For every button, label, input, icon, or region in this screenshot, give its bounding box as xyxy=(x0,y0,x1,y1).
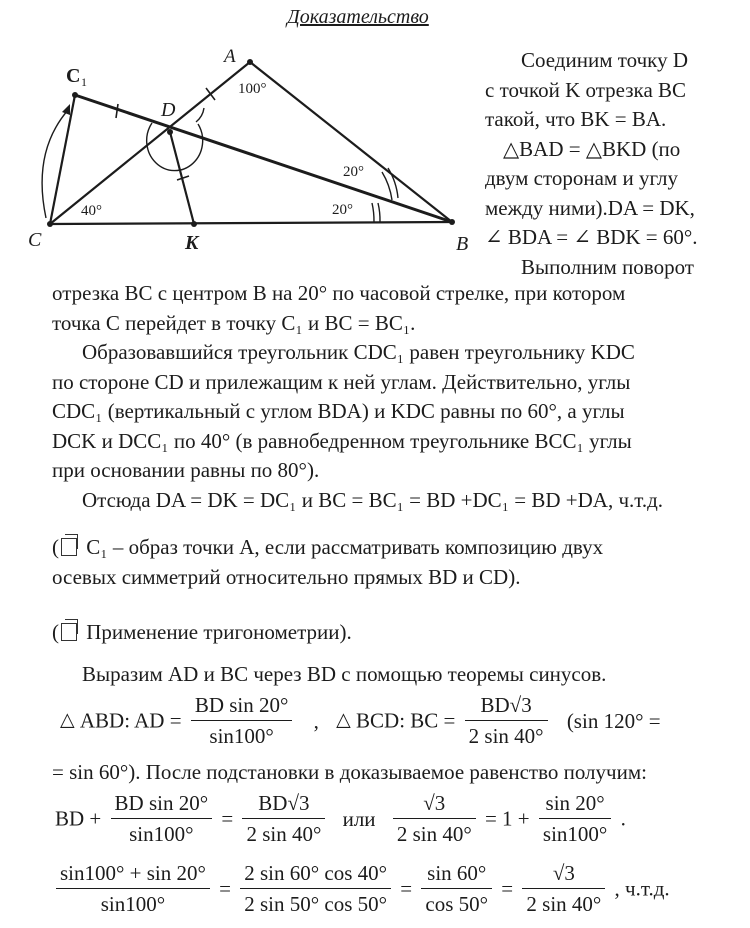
eq1-tail: (sin 120° = xyxy=(566,708,661,733)
point-D xyxy=(167,129,173,135)
eq1-sep: , xyxy=(313,708,319,733)
tick-DA xyxy=(206,88,215,100)
side-line-8: Выполним поворот xyxy=(521,254,694,279)
proof-line-8: Отсюда DA = DK = DC₁ и BC = BC₁ = BD +DC₁ = BD +DA, ч.т.д. xyxy=(82,487,664,512)
eq1-frac2 xyxy=(465,692,548,749)
eq3-eq1: = xyxy=(219,876,231,901)
proof-line-6: DCK и DCC₁ по 40° (в равнобедренном треугольнике BCC₁ углы xyxy=(52,428,632,453)
eq3-frac2 xyxy=(240,860,391,917)
side-line-6: между ними).DA = DK, xyxy=(485,195,695,220)
note2-text: Применение тригонометрии). xyxy=(86,620,352,644)
label-C1-subscript: 1 xyxy=(81,75,87,89)
note2-line xyxy=(52,618,732,648)
proof-line-2: точка C перейдет в точку C₁ и BC = BC₁. xyxy=(52,310,416,335)
point-C1 xyxy=(72,92,78,98)
eq3-frac1 xyxy=(56,860,210,917)
eq3-den4: 2 sin 40° xyxy=(526,892,602,916)
segment-CB xyxy=(50,222,452,224)
equation-2 xyxy=(55,790,626,847)
eq2-frac2 xyxy=(242,790,325,847)
label-B: B xyxy=(456,233,469,255)
triangle-symbol: △ xyxy=(336,709,351,731)
eq1-den1: sin100° xyxy=(209,724,274,748)
tick-C1D xyxy=(116,104,118,118)
segment-AB xyxy=(250,62,452,222)
eq2-den3: 2 sin 40° xyxy=(396,822,472,846)
eq2-end: . xyxy=(620,806,626,831)
eq1-continuation-line: = sin 60°). После подстановки в доказываемое равенство получим: xyxy=(52,760,647,784)
section-title: Доказательство xyxy=(287,6,429,28)
angle-arc-D-top xyxy=(196,108,204,122)
eq1-lhs2: BCD: BC = xyxy=(356,708,456,733)
side-line-4: △BAD = △BKD (по xyxy=(503,136,681,161)
eq3-num4: √3 xyxy=(522,860,605,889)
sines-intro-line: Выразим AD и BC через BD с помощью теоремы синусов. xyxy=(82,662,607,686)
triangle-symbol: △ xyxy=(60,709,75,731)
proof-line-4: по стороне CD и прилежащим к ней углам. Действительно, углы xyxy=(52,369,631,394)
triangle-figure xyxy=(20,40,490,270)
segment-CC1 xyxy=(50,95,75,224)
eq3-den3: cos 50° xyxy=(425,892,489,916)
angle-label-A: 100° xyxy=(238,81,267,97)
point-K xyxy=(191,221,197,227)
note1-text-1: C₁ – образ точки A, если рассматривать композицию двух xyxy=(86,535,604,559)
book-icon xyxy=(61,623,77,641)
eq3-frac4 xyxy=(522,860,605,917)
side-line-3: такой, что BK = BA. xyxy=(485,107,667,131)
point-B xyxy=(449,219,455,225)
eq1-continuation xyxy=(52,758,732,788)
eq1-num1: BD sin 20° xyxy=(191,692,293,721)
eq2-frac4 xyxy=(539,790,611,847)
label-C: C xyxy=(28,229,42,251)
eq2-or: или xyxy=(342,806,376,831)
rotation-arrow-head xyxy=(62,104,70,115)
eq1-frac1 xyxy=(191,692,293,749)
eq3-end: , ч.т.д. xyxy=(614,876,670,901)
eq2-frac3 xyxy=(393,790,476,847)
side-text xyxy=(485,46,725,282)
side-line-5: двум сторонам и углу xyxy=(485,166,678,190)
note1-open-paren: ( xyxy=(52,535,59,559)
proof-line-5: CDC₁ (вертикальный с углом BDA) и KDC равны по 60°, а углы xyxy=(52,399,625,423)
angle-label-B-lower: 20° xyxy=(332,202,353,218)
eq2-den4: sin100° xyxy=(542,822,608,846)
eq1-num2: BD√3 xyxy=(465,692,548,721)
eq3-eq3: = xyxy=(501,876,514,901)
eq2-bd: BD + xyxy=(55,806,102,831)
eq3-frac3 xyxy=(421,860,492,917)
label-A: A xyxy=(224,46,236,67)
proof-text xyxy=(52,279,732,515)
eq2-num3: √3 xyxy=(393,790,476,819)
eq2-eq2: = 1 + xyxy=(484,806,530,831)
side-line-7: ∠ BDA = ∠ BDK = 60°. xyxy=(485,225,698,249)
eq1-lhs1: ABD: AD = xyxy=(79,708,182,733)
eq2-den1: sin100° xyxy=(129,822,194,846)
equation-1 xyxy=(60,692,661,749)
label-D: D xyxy=(161,99,176,121)
side-line-1: Соединим точку D xyxy=(521,48,688,72)
eq3-num3: sin 60° xyxy=(421,860,492,889)
eq1-den2: 2 sin 40° xyxy=(468,724,544,748)
angle-label-C: 40° xyxy=(81,203,102,219)
eq2-eq: = xyxy=(221,806,234,831)
proof-line-1: отрезка BC с центром B на 20° по часовой стрелке, при котором xyxy=(52,281,626,305)
equation-3 xyxy=(52,860,670,917)
sines-intro xyxy=(52,660,732,690)
proof-line-7: при основании равны по 80°). xyxy=(52,458,320,482)
eq2-num4: sin 20° xyxy=(539,790,611,819)
eq3-num2: 2 sin 60° cos 40° xyxy=(240,860,391,889)
eq2-frac1 xyxy=(111,790,213,847)
eq2-num1: BD sin 20° xyxy=(111,790,213,819)
angle-arc-B-upper-1 xyxy=(382,172,392,200)
note-symmetry xyxy=(52,533,732,592)
eq3-num1: sin100° + sin 20° xyxy=(56,860,210,889)
angle-arc-B-lower-2 xyxy=(378,203,380,222)
note-trig xyxy=(52,618,732,648)
side-line-2: с точкой K отрезка BC xyxy=(485,77,687,102)
note1-line-1 xyxy=(52,533,732,563)
point-A xyxy=(247,59,253,65)
book-icon xyxy=(61,538,77,556)
label-K: K xyxy=(185,232,199,254)
eq3-den2: 2 sin 50° cos 50° xyxy=(244,892,388,916)
eq3-eq2: = xyxy=(400,876,413,901)
eq3-den1: sin100° xyxy=(100,892,166,916)
label-C1: C xyxy=(66,65,81,87)
proof-line-3: Образовавшийся треугольник CDC₁ равен треугольнику KDC xyxy=(82,340,635,364)
point-C xyxy=(47,221,53,227)
note2-open-paren: ( xyxy=(52,620,59,644)
angle-arc-B-lower-1 xyxy=(372,203,374,222)
angle-label-B-upper: 20° xyxy=(343,164,364,180)
eq2-den2: 2 sin 40° xyxy=(246,822,322,846)
eq2-num2: BD√3 xyxy=(242,790,325,819)
note1-line-2: осевых симметрий относительно прямых BD и CD). xyxy=(52,564,521,589)
